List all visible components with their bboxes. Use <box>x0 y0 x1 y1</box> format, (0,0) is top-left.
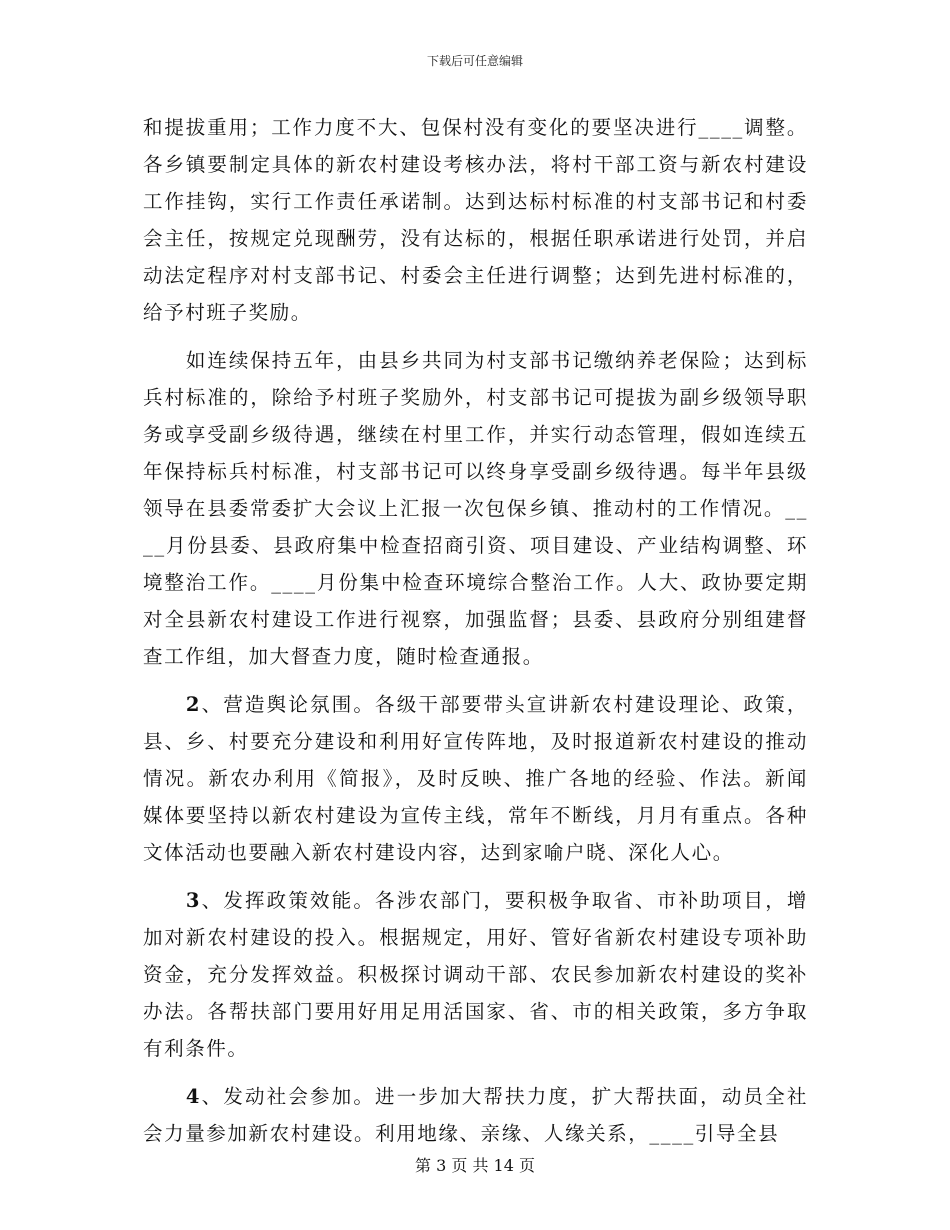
numbered-paragraph <box>143 1078 808 1152</box>
paragraph-number: 3 <box>185 889 202 912</box>
page-footer: 第 3 页 共 14 页 <box>415 1156 535 1175</box>
document-body <box>143 109 808 1163</box>
paragraph-text: 、发挥政策效能。各涉农部门，要积极争取省、市补助项目，增加对新农村建设的投入。根据规定，用好、管好省新农村建设专项补助资金，充分发挥效益。积极探讨调动干部、农民参加新农村建设的奖补办法。各帮扶部门要用好用足用活国家、省、市的相关政策，多方争取有利条件。 <box>143 889 808 1060</box>
paragraph-number: 4 <box>185 1085 202 1108</box>
paragraph-text: 、发动社会参加。进一步加大帮扶力度，扩大帮扶面，动员全社会力量参加新农村建设。利用地缘、亲缘、人缘关系，____引导全县 <box>143 1085 808 1145</box>
page-header: 下载后可任意编辑 <box>426 54 523 68</box>
paragraph-number: 2 <box>185 693 202 716</box>
numbered-paragraph <box>143 882 808 1067</box>
paragraph-text: 、营造舆论氛围。各级干部要带头宣讲新农村建设理论、政策，县、乡、村要充分建设和利用好宣传阵地，及时报道新农村建设的推动情况。新农办利用《简报》，及时反映、推广各地的经验、作法。新闻媒体要坚持以新农村建设为宣传主线，常年不断线，月月有重点。各种文体活动也要融入新农村建设内容，达到家喻户晓、深化人心。 <box>143 693 808 864</box>
numbered-paragraph <box>143 686 808 871</box>
paragraph-continuation: 和提拔重用；工作力度不大、包保村没有变化的要坚决进行____调整。各乡镇要制定具体的新农村建设考核办法，将村干部工资与新农村建设工作挂钩，实行工作责任承诺制。达到达标村标准的村支部书记和村委会主任，按规定兑现酬劳，没有达标的，根据任职承诺进行处罚，并启动法定程序对村支部书记、村委会主任进行调整；达到先进村标准的，给予村班子奖励。 <box>143 116 808 324</box>
paragraph: 如连续保持五年，由县乡共同为村支部书记缴纳养老保险；达到标兵村标准的，除给予村班子奖励外，村支部书记可提拔为副乡级领导职务或享受副乡级待遇，继续在村里工作，并实行动态管理，假如连续五年保持标兵村标准，村支部书记可以终身享受副乡级待遇。每半年县级领导在县委常委扩大会议上汇报一次包保乡镇、推动村的工作情况。____月份县委、县政府集中检查招商引资、项目建设、产业结构调整、环境整治工作。____月份集中检查环境综合整治工作。人大、政协要定期对全县新农村建设工作进行视察，加强监督；县委、县政府分别组建督查工作组，加大督查力度，随时检查通报。 <box>143 349 808 668</box>
